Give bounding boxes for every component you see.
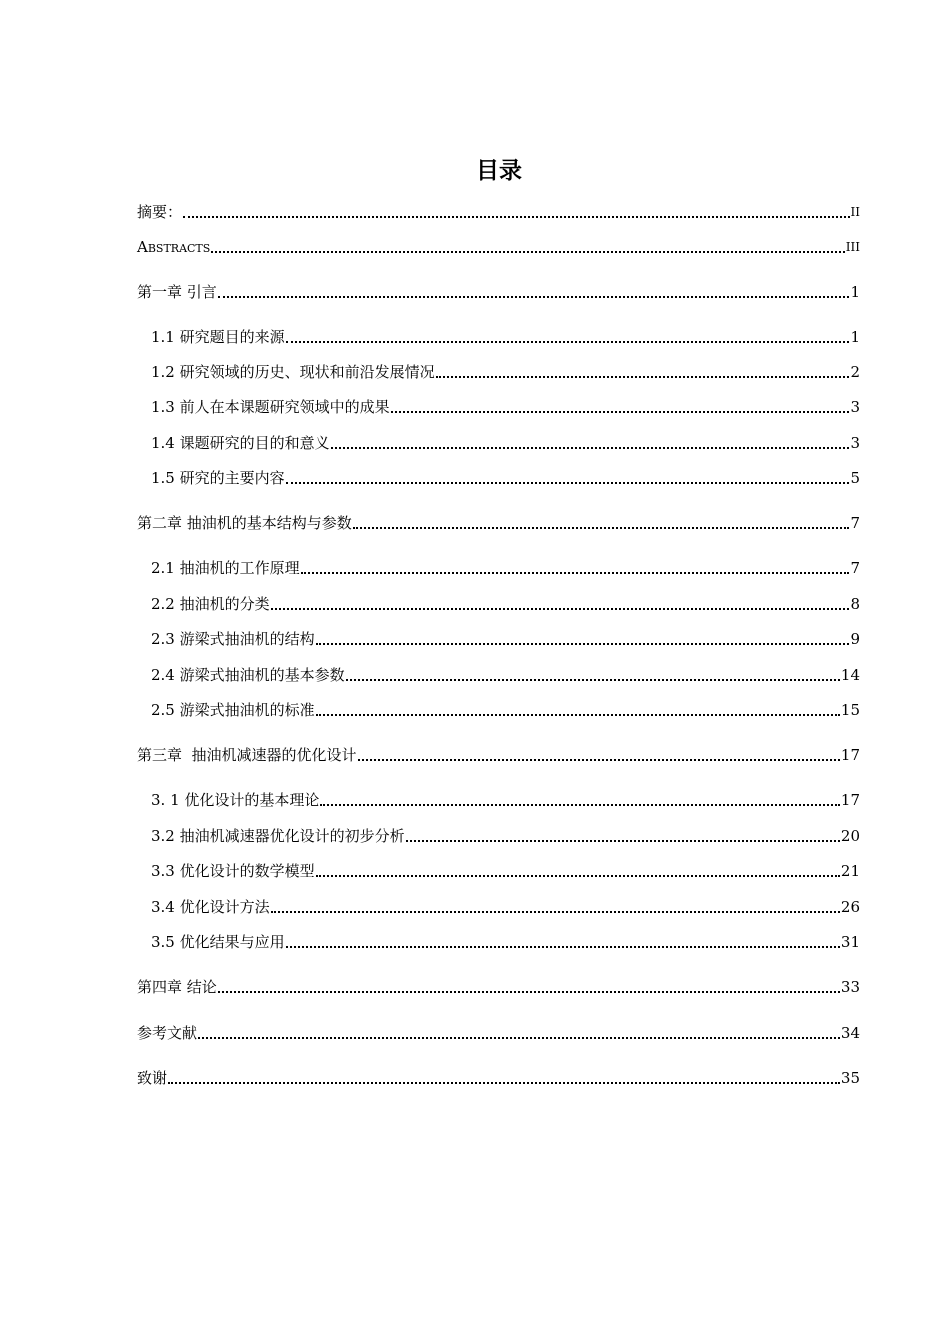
toc-entry-page: 35 — [840, 1069, 860, 1087]
toc-entry-page: 1 — [850, 283, 860, 301]
toc-entry-label: 1.5 研究的主要内容 — [151, 469, 285, 487]
toc-leader-dots — [436, 375, 850, 378]
toc-entry-abstracts-english[interactable] — [137, 233, 860, 257]
toc-entry-label: 2.4 游梁式抽油机的基本参数 — [151, 666, 345, 684]
toc-entry-section-1-2[interactable] — [151, 358, 860, 382]
toc-leader-dots — [406, 839, 840, 842]
toc-entry-label: 2.5 游梁式抽油机的标准 — [151, 701, 315, 719]
toc-leader-dots — [286, 340, 850, 343]
toc-leader-dots — [320, 803, 840, 806]
toc-entry-section-3-4[interactable] — [151, 893, 860, 917]
toc-leader-dots — [271, 910, 840, 913]
toc-entry-label: 2.2 抽油机的分类 — [151, 595, 270, 613]
toc-entry-label: 1.1 研究题目的来源 — [151, 328, 285, 346]
toc-leader-dots — [316, 642, 850, 645]
toc-entry-chapter-2[interactable] — [137, 509, 860, 533]
toc-entry-page: 1 — [850, 328, 860, 346]
toc-entry-page: 3 — [850, 398, 860, 416]
toc-entry-section-2-1[interactable] — [151, 554, 860, 578]
toc-entry-label: 第二章 抽油机的基本结构与参数 — [137, 514, 352, 532]
toc-entry-page: 21 — [840, 862, 860, 880]
toc-entry-label: Abstracts — [137, 238, 211, 256]
toc-entry-page: 33 — [840, 978, 860, 996]
toc-entry-section-3-1[interactable] — [151, 786, 860, 810]
toc-entry-label: 1.2 研究领域的历史、现状和前沿发展情况 — [151, 363, 435, 381]
toc-entry-label: 3. 1 优化设计的基本理论 — [151, 791, 320, 809]
toc-entry-page: 7 — [850, 514, 860, 532]
toc-entry-page: 2 — [850, 363, 860, 381]
toc-entry-label: 3.3 优化设计的数学模型 — [151, 862, 315, 880]
toc-leader-dots — [218, 295, 850, 298]
toc-entry-section-3-5[interactable] — [151, 928, 860, 952]
toc-leader-dots — [286, 945, 840, 948]
toc-entry-label: 第一章 引言 — [137, 283, 217, 301]
toc-entry-page: 20 — [840, 827, 860, 845]
toc-entry-page: 3 — [850, 434, 860, 452]
toc-leader-dots — [346, 678, 840, 681]
toc-entry-section-3-2[interactable] — [151, 822, 860, 846]
toc-leader-dots — [198, 1036, 840, 1039]
toc-entry-page: 14 — [840, 666, 860, 684]
toc-leader-dots — [316, 874, 840, 877]
toc-leader-dots — [286, 481, 850, 484]
toc-entry-page: 15 — [840, 701, 860, 719]
toc-entry-label: 第四章 结论 — [137, 978, 217, 996]
toc-entry-label: 致谢 — [137, 1069, 168, 1087]
toc-entry-section-2-5[interactable] — [151, 696, 860, 720]
toc-entry-page: 9 — [850, 630, 860, 648]
toc-leader-dots — [353, 526, 850, 529]
toc-entry-section-1-1[interactable] — [151, 323, 860, 347]
toc-leader-dots — [316, 713, 840, 716]
toc-leader-dots — [183, 215, 850, 218]
toc-entry-label: 3.2 抽油机减速器优化设计的初步分析 — [151, 827, 405, 845]
toc-entry-section-3-3[interactable] — [151, 857, 860, 881]
toc-entry-page: 17 — [840, 791, 860, 809]
toc-entry-page: 8 — [850, 595, 860, 613]
toc-entry-section-2-3[interactable] — [151, 625, 860, 649]
toc-entry-abstract[interactable] — [137, 198, 860, 222]
toc-entry-label: 参考文献 — [137, 1024, 198, 1042]
toc-entry-section-1-5[interactable] — [151, 464, 860, 488]
toc-entry-section-1-3[interactable] — [151, 393, 860, 417]
toc-entry-section-2-4[interactable] — [151, 661, 860, 685]
toc-leader-dots — [271, 607, 850, 610]
page-title: 目录 — [476, 158, 522, 184]
toc-leader-dots — [211, 250, 844, 253]
toc-entry-page: II — [850, 205, 860, 219]
toc-entry-label: 1.4 课题研究的目的和意义 — [151, 434, 330, 452]
toc-leader-dots — [391, 410, 850, 413]
toc-entry-page: 5 — [850, 469, 860, 487]
toc-entry-chapter-3[interactable] — [137, 741, 860, 765]
toc-leader-dots — [331, 446, 850, 449]
toc-leader-dots — [218, 990, 840, 993]
toc-entry-label: 2.1 抽油机的工作原理 — [151, 559, 300, 577]
toc-entry-label: 3.4 优化设计方法 — [151, 898, 270, 916]
toc-entry-page: 26 — [840, 898, 860, 916]
toc-entry-page: 31 — [840, 933, 860, 951]
toc-entry-section-2-2[interactable] — [151, 590, 860, 614]
toc-entry-page: III — [845, 240, 860, 254]
toc-entry-page: 17 — [840, 746, 860, 764]
toc-entry-section-1-4[interactable] — [151, 429, 860, 453]
toc-entry-chapter-1[interactable] — [137, 278, 860, 302]
toc-entry-label: 3.5 优化结果与应用 — [151, 933, 285, 951]
toc-entry-label: 1.3 前人在本课题研究领域中的成果 — [151, 398, 390, 416]
toc-entry-references[interactable] — [137, 1019, 860, 1043]
toc-entry-label: 摘要： — [137, 203, 183, 221]
toc-leader-dots — [358, 758, 840, 761]
toc-entry-page: 34 — [840, 1024, 860, 1042]
toc-entry-acknowledgements[interactable] — [137, 1064, 860, 1088]
toc-entry-chapter-4[interactable] — [137, 973, 860, 997]
toc-entry-page: 7 — [850, 559, 860, 577]
toc-leader-dots — [168, 1081, 840, 1084]
toc-entry-label: 第三章 抽油机减速器的优化设计 — [137, 746, 357, 764]
toc-entry-label: 2.3 游梁式抽油机的结构 — [151, 630, 315, 648]
toc-leader-dots — [301, 571, 850, 574]
